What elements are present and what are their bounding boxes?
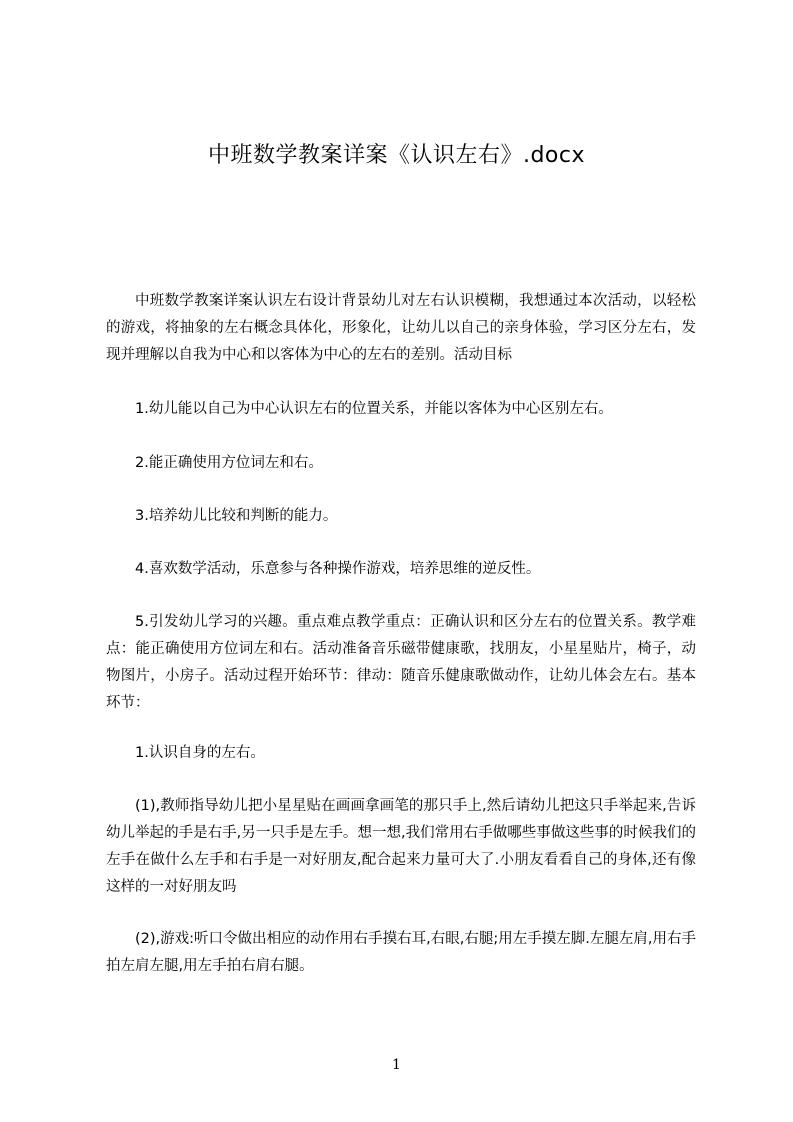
paragraph-intro: 中班数学教案详案认识左右设计背景幼儿对左右认识模糊，我想通过本次活动，以轻松的游戏，将抽象的左右概念具体化，形象化，让幼儿以自己的亲身体验，学习区分左右，发现并理解以自我为中心和以客体为中心的左右的差别。活动目标: [106, 293, 696, 363]
paragraph-goal-1: 1.幼儿能以自己为中心认识左右的位置关系，并能以客体为中心区别左右。: [135, 401, 613, 417]
paragraph-goal-4: 4.喜欢数学活动，乐意参与各种操作游戏，培养思维的逆反性。: [135, 561, 541, 577]
paragraph-step-1-part-2: (2),游戏:听口令做出相应的动作用右手摸右耳,右眼,右腿;用左手摸左脚.左腿左肩,用右手拍左肩左腿,用左手拍右肩右腿。: [106, 931, 696, 974]
document-title: 中班数学教案详案《认识左右》.docx: [207, 143, 586, 168]
paragraph-goal-5: 5.引发幼儿学习的兴趣。重点难点教学重点：正确认识和区分左右的位置关系。教学难点：能正确使用方位词左和右。活动准备音乐磁带健康歌，找朋友，小星星贴片，椅子，动物图片，小房子。活动过程开始环节：律动：随音乐健康歌做动作，让幼儿体会左右。基本环节：: [106, 614, 696, 711]
paragraph-goal-2: 2.能正确使用方位词左和右。: [135, 455, 323, 471]
page-number: 1: [392, 1057, 401, 1073]
paragraph-goal-3: 3.培养幼儿比较和判断的能力。: [135, 508, 338, 524]
paragraph-step-1: 1.认识自身的左右。: [135, 745, 265, 761]
paragraph-step-1-part-1: (1),教师指导幼儿把小星星贴在画画拿画笔的那只手上,然后请幼儿把这只手举起来,告诉幼儿举起的手是右手,另一只手是左手。想一想,我们常用右手做哪些事做这些事的时候我们的左手在做什么左手和右手是一对好朋友,配合起来力量可大了.小朋友看看自己的身体,还有像这样的一对好朋友吗: [106, 798, 696, 895]
